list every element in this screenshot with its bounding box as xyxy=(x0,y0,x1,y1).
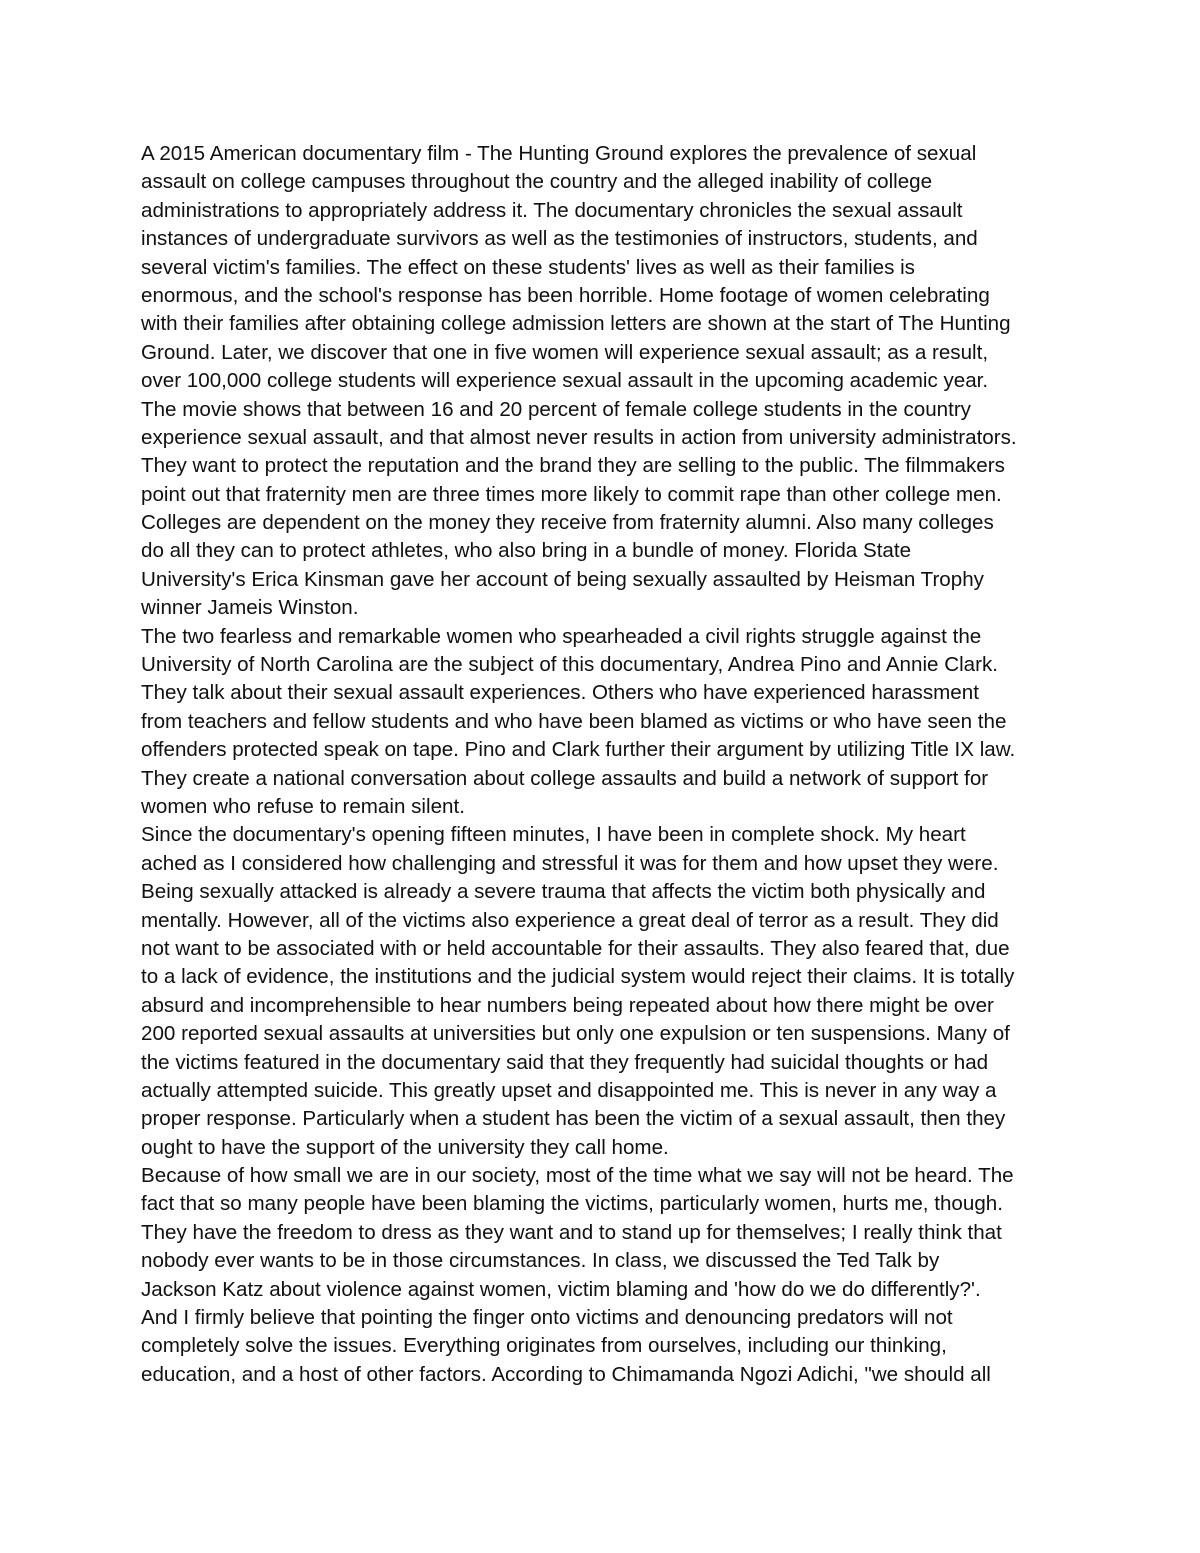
text-line: absurd and incomprehensible to hear numbers being repeated about how there might be over xyxy=(141,993,994,1017)
paragraph xyxy=(141,140,1066,623)
text-line: administrations to appropriately address it. The documentary chronicles the sexual assault xyxy=(141,198,963,222)
text-line: The two fearless and remarkable women who spearheaded a civil rights struggle against the xyxy=(141,624,982,648)
text-line: women who refuse to remain silent. xyxy=(141,794,465,818)
text-line: And I firmly believe that pointing the finger onto victims and denouncing predators will not xyxy=(141,1306,953,1330)
paragraph xyxy=(141,821,1066,1162)
text-line: Because of how small we are in our society, most of the time what we say will not be heard. The xyxy=(141,1164,1014,1188)
text-line: Ground. Later, we discover that one in five women will experience sexual assault; as a result, xyxy=(141,340,989,364)
text-line: from teachers and fellow students and who have been blamed as victims or who have seen the xyxy=(141,709,1007,733)
text-line: 200 reported sexual assaults at universities but only one expulsion or ten suspensions. Many of xyxy=(141,1022,1010,1046)
document-body xyxy=(141,140,1066,1389)
text-line: ached as I considered how challenging and stressful it was for them and how upset they were. xyxy=(141,851,999,875)
text-line: assault on college campuses throughout the country and the alleged inability of college xyxy=(141,170,933,194)
text-line: Being sexually attacked is already a severe trauma that affects the victim both physically and xyxy=(141,880,986,904)
text-line: Since the documentary's opening fifteen minutes, I have been in complete shock. My heart xyxy=(141,823,966,847)
text-line: the victims featured in the documentary said that they frequently had suicidal thoughts or had xyxy=(141,1050,989,1074)
text-line: They have the freedom to dress as they want and to stand up for themselves; I really think that xyxy=(141,1220,1002,1244)
text-line: proper response. Particularly when a student has been the victim of a sexual assault, then they xyxy=(141,1107,1006,1131)
text-line: Jackson Katz about violence against women, victim blaming and 'how do we do differently?'. xyxy=(141,1277,981,1301)
text-line: University's Erica Kinsman gave her account of being sexually assaulted by Heisman Trophy xyxy=(141,567,984,591)
text-line: They create a national conversation about college assaults and build a network of support for xyxy=(141,766,989,790)
text-line: ought to have the support of the university they call home. xyxy=(141,1135,669,1159)
text-line: winner Jameis Winston. xyxy=(141,596,359,620)
text-line: A 2015 American documentary film - The Hunting Ground explores the prevalence of sexual xyxy=(141,142,977,165)
text-line: Colleges are dependent on the money they receive from fraternity alumni. Also many colleges xyxy=(141,511,994,535)
text-line: to a lack of evidence, the institutions and the judicial system would reject their claims. It is totally xyxy=(141,965,1015,989)
text-line: fact that so many people have been blaming the victims, particularly women, hurts me, though. xyxy=(141,1192,1003,1216)
text-line: They want to protect the reputation and the brand they are selling to the public. The filmmakers xyxy=(141,454,1005,478)
text-line: education, and a host of other factors. According to Chimamanda Ngozi Adichi, "we should all xyxy=(141,1362,991,1386)
text-line: University of North Carolina are the subject of this documentary, Andrea Pino and Annie Clark. xyxy=(141,653,998,677)
text-line: with their families after obtaining college admission letters are shown at the start of The Hunting xyxy=(141,312,1011,336)
text-line: nobody ever wants to be in those circumstances. In class, we discussed the Ted Talk by xyxy=(141,1249,940,1273)
text-line: instances of undergraduate survivors as well as the testimonies of instructors, students, and xyxy=(141,227,978,251)
text-line: several victim's families. The effect on these students' lives as well as their families is xyxy=(141,255,915,279)
text-line: over 100,000 college students will experience sexual assault in the upcoming academic year. xyxy=(141,369,989,393)
text-line: offenders protected speak on tape. Pino and Clark further their argument by utilizing Title IX law. xyxy=(141,738,1016,762)
text-line: do all they can to protect athletes, who also bring in a bundle of money. Florida State xyxy=(141,539,912,563)
paragraph xyxy=(141,1162,1066,1389)
text-line: completely solve the issues. Everything originates from ourselves, including our thinking, xyxy=(141,1334,947,1358)
text-line: mentally. However, all of the victims also experience a great deal of terror as a result. They did xyxy=(141,908,999,932)
text-line: actually attempted suicide. This greatly upset and disappointed me. This is never in any way a xyxy=(141,1078,997,1102)
text-line: not want to be associated with or held accountable for their assaults. They also feared that, due xyxy=(141,936,1010,960)
text-line: point out that fraternity men are three times more likely to commit rape than other college men. xyxy=(141,482,1002,506)
text-line: They talk about their sexual assault experiences. Others who have experienced harassment xyxy=(141,681,979,705)
text-line: enormous, and the school's response has been horrible. Home footage of women celebrating xyxy=(141,283,990,307)
text-line: The movie shows that between 16 and 20 percent of female college students in the country xyxy=(141,397,971,421)
text-line: experience sexual assault, and that almost never results in action from university administrators. xyxy=(141,425,1017,449)
paragraph xyxy=(141,623,1066,822)
